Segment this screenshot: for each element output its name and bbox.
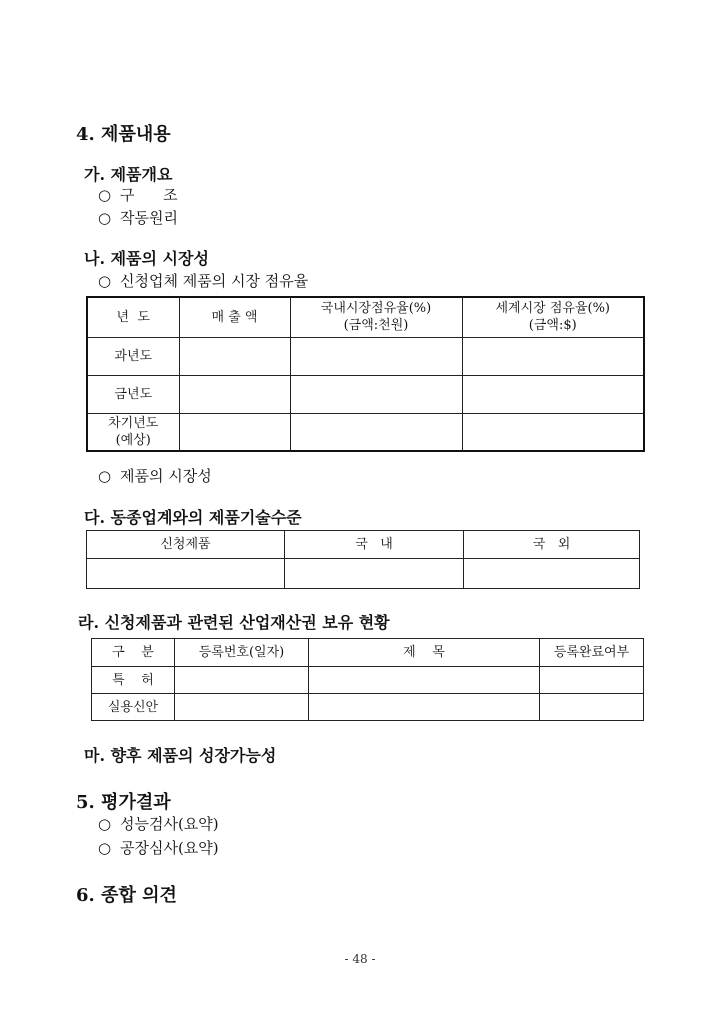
section-6-title: 6. 종합 의견 [76, 885, 177, 906]
table-cell [540, 667, 644, 694]
table-cell [179, 375, 290, 413]
header-year: 년 도 [87, 297, 179, 337]
list-item: ○ 신청업체 제품의 시장 점유율 [98, 272, 309, 290]
table-cell [87, 559, 285, 589]
table-row [87, 413, 644, 451]
table-cell [290, 337, 462, 375]
table-row [92, 667, 644, 694]
table-cell [290, 375, 462, 413]
header-overseas: 국 외 [464, 531, 640, 559]
ip-rights-table [91, 638, 644, 721]
header-reg-number: 등록번호(일자) [175, 639, 309, 667]
header-reg-status: 등록완료여부 [540, 639, 644, 667]
table-cell [285, 559, 464, 589]
list-item: ○ 성능검사(요약) [98, 815, 219, 833]
header-sales: 매 출 액 [179, 297, 290, 337]
tech-level-table [86, 530, 640, 589]
header-domestic-share: 국내시장점유율(%) (금액:천원) [290, 297, 462, 337]
page-number: - 48 - [344, 952, 376, 966]
list-item: ○ 작동원리 [98, 209, 178, 227]
table-cell [462, 337, 644, 375]
header-domestic: 국 내 [285, 531, 464, 559]
table-cell [290, 413, 462, 451]
row-label: 차기년도 (예상) [87, 413, 179, 451]
section-5-title: 5. 평가결과 [76, 792, 171, 813]
section-4-title: 4. 제품내용 [76, 124, 171, 145]
table-cell [309, 694, 540, 721]
table-cell [179, 337, 290, 375]
bullet-icon: ○ [98, 839, 112, 857]
subsection-ra-title: 라. 신청제품과 관련된 산업재산권 보유 현황 [78, 613, 390, 632]
table-cell [179, 413, 290, 451]
table-row [87, 559, 640, 589]
row-label: 과년도 [87, 337, 179, 375]
table-cell [309, 667, 540, 694]
row-label: 특 허 [92, 667, 175, 694]
subsection-na-title: 나. 제품의 시장성 [84, 249, 209, 268]
market-share-table [86, 296, 645, 452]
table-row [92, 694, 644, 721]
list-item: ○ 제품의 시장성 [98, 467, 212, 485]
table-cell [175, 694, 309, 721]
row-label: 실용신안 [92, 694, 175, 721]
subsection-ma-title: 마. 향후 제품의 성장가능성 [84, 746, 277, 765]
table-cell [540, 694, 644, 721]
bullet-icon: ○ [98, 272, 112, 290]
table-cell [462, 413, 644, 451]
table-cell [462, 375, 644, 413]
row-label: 금년도 [87, 375, 179, 413]
header-world-share: 세계시장 점유율(%) (금액:$) [462, 297, 644, 337]
header-category: 구 분 [92, 639, 175, 667]
table-row [87, 375, 644, 413]
table-cell [175, 667, 309, 694]
bullet-icon: ○ [98, 815, 112, 833]
header-applicant-product: 신청제품 [87, 531, 285, 559]
bullet-icon: ○ [98, 186, 112, 204]
subsection-da-title: 다. 동종업계와의 제품기술수준 [84, 508, 302, 527]
table-cell [464, 559, 640, 589]
bullet-icon: ○ [98, 209, 112, 227]
table-row [87, 337, 644, 375]
list-item: ○ 구 조 [98, 186, 178, 204]
bullet-icon: ○ [98, 467, 112, 485]
subsection-ga-title: 가. 제품개요 [84, 165, 173, 184]
header-title: 제 목 [309, 639, 540, 667]
list-item: ○ 공장심사(요약) [98, 839, 219, 857]
